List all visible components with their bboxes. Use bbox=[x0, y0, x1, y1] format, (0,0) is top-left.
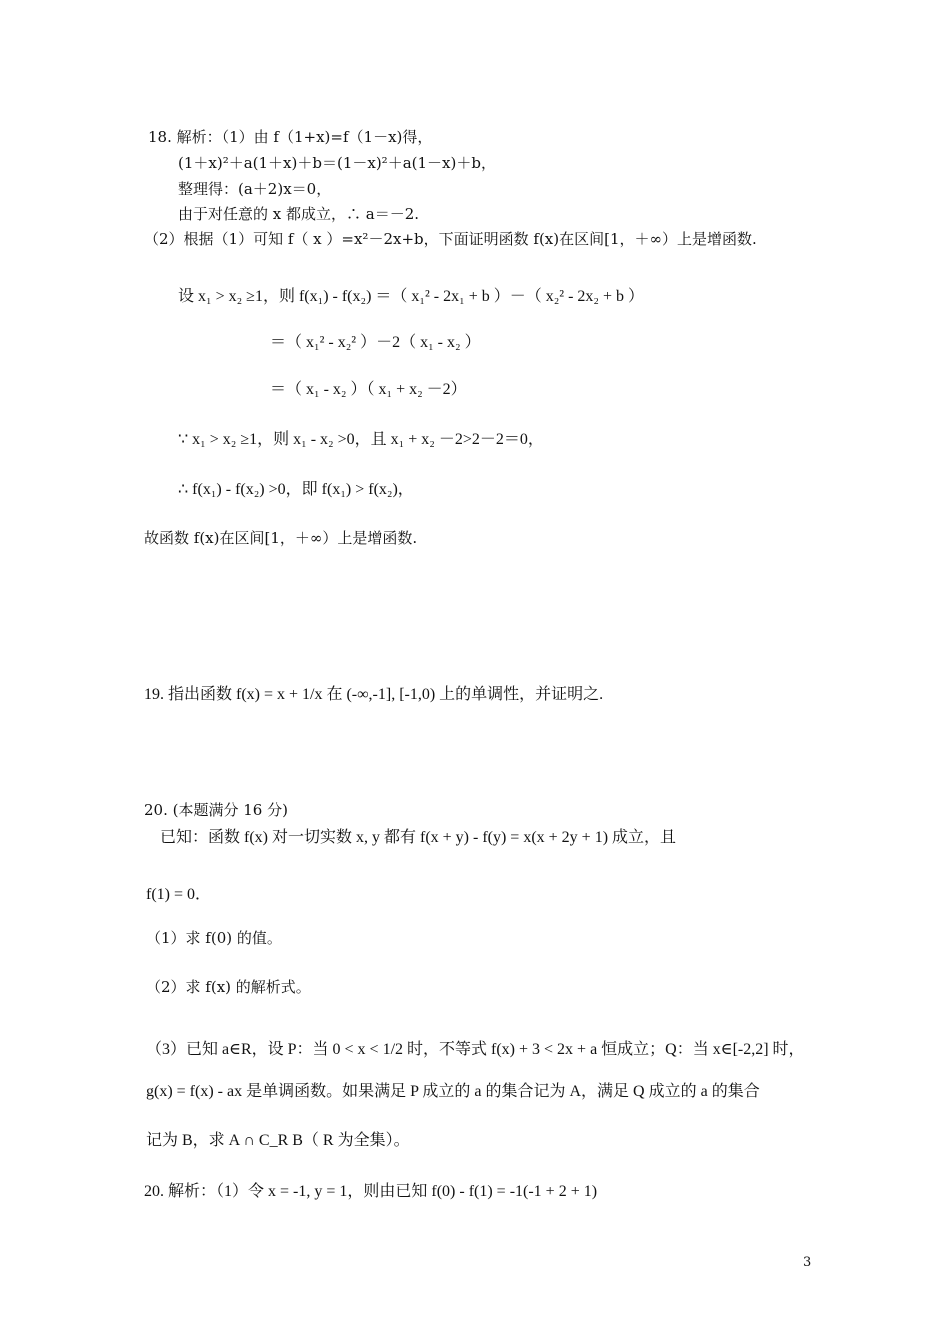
q18-line-2: 整理得：(a＋2)x＝0， bbox=[178, 180, 332, 198]
q18-line-1: (1＋x)²＋a(1＋x)＋b＝(1－x)²＋a(1－x)＋b， bbox=[178, 154, 496, 172]
q19-text: 19. 指出函数 f(x) = x + 1/x 在 (-∞,-1], [-1,0) 上的单调性，并证明之. bbox=[144, 686, 604, 703]
q20-line-1: 已知：函数 f(x) 对一切实数 x, y 都有 f(x + y) - f(y) = x(x + 2y + 1) 成立，且 bbox=[160, 829, 677, 846]
q18-heading: 18. 解析：（1）由 f（1+x)=f（1－x)得， bbox=[148, 128, 433, 146]
sol20-text: 20. 解析：（1）令 x = -1, y = 1，则由已知 f(0) - f(1) = -1(-1 + 2 + 1) bbox=[144, 1183, 598, 1200]
q18-line-6: ＝（ x₁² - x₂² ）－2（ x₁ - x₂ ） bbox=[270, 334, 481, 351]
q20-line-6: g(x) = f(x) - ax 是单调函数。如果满足 P 成立的 a 的集合记为 A，满足 Q 成立的 a 的集合 bbox=[146, 1083, 760, 1100]
q18-line-9: ∴ f(x₁) - f(x₂) >0，即 f(x₁) > f(x₂)， bbox=[178, 481, 414, 498]
q18-line-5: 设 x₁ > x₂ ≥1，则 f(x₁) - f(x₂) ＝（ x₁² - 2x₁ + b ）－（ x₂² - 2x₂ + b ） bbox=[178, 288, 645, 305]
q20-line-2: f(1) = 0． bbox=[146, 886, 212, 903]
q18-line-8: ∵ x₁ > x₂ ≥1，则 x₁ - x₂ >0，且 x₁ + x₂ －2>2－2＝0， bbox=[178, 431, 544, 448]
q18-line-10: 故函数 f(x)在区间[1，＋∞）上是增函数. bbox=[144, 529, 418, 547]
q20-line-7: 记为 B，求 A ∩ C_R B（ R 为全集）。 bbox=[146, 1132, 410, 1149]
q20-line-5: （3）已知 a∈R，设 P：当 0 < x < 1/2 时，不等式 f(x) + 3 < 2x + a 恒成立；Q：当 x∈[-2,2] 时， bbox=[146, 1041, 805, 1058]
q18-line-4: （2）根据（1）可知 f（ x ）=x²－2x+b，下面证明函数 f(x)在区间[1，＋∞）上是增函数. bbox=[144, 230, 757, 248]
q18-line-7: ＝（ x₁ - x₂ ）（ x₁ + x₂ －2） bbox=[270, 381, 467, 398]
q20-heading: 20. (本题满分 16 分) bbox=[144, 801, 288, 819]
q18-line-3: 由于对任意的 x 都成立，∴ a＝－2. bbox=[178, 205, 420, 223]
q20-line-4: （2）求 f(x) 的解析式。 bbox=[146, 978, 311, 996]
q20-line-3: （1）求 f(0) 的值。 bbox=[146, 929, 282, 947]
page-number: 3 bbox=[803, 1255, 812, 1270]
